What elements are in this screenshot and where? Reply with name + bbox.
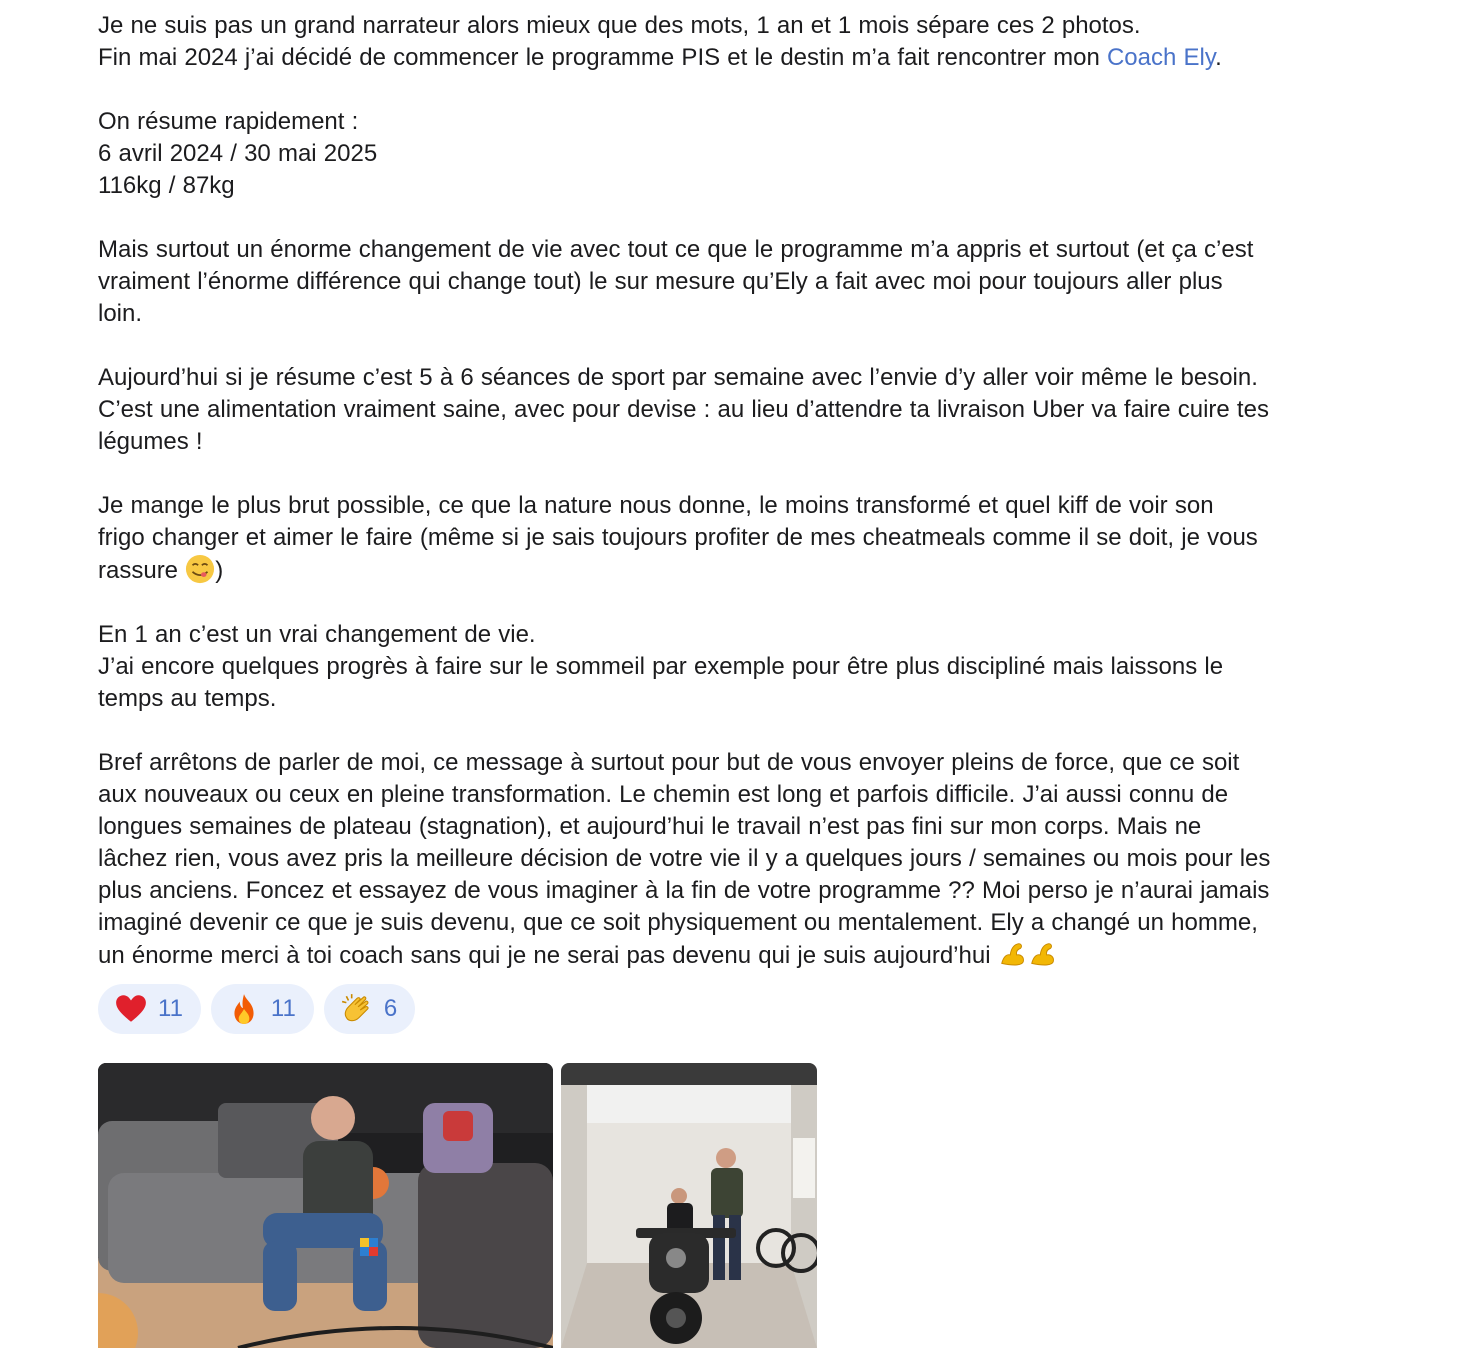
clapping-hands-icon [340, 992, 374, 1026]
text-line: légumes ! [98, 428, 203, 455]
text-line: temps au temps. [98, 685, 277, 712]
photo-before[interactable] [98, 1063, 553, 1348]
text-line [98, 42, 1428, 74]
paragraph-closing [98, 747, 1428, 972]
text-line [98, 939, 1428, 972]
text-line: aux nouveaux ou ceux en pleine transformation. Le chemin est long et parfois difficile. J’ai aussi connu de [98, 781, 1229, 808]
paragraph-summary [98, 106, 1428, 202]
reaction-count: 6 [383, 995, 398, 1022]
text-line: C’est une alimentation vraiment saine, avec pour devise : au lieu d’attendre ta livraison Uber va faire cuire tes [98, 396, 1269, 423]
text-line: 116kg / 87kg [98, 172, 235, 199]
text-line: Bref arrêtons de parler de moi, ce message à surtout pour but de vous envoyer pleins de force, que ce soit [98, 749, 1240, 776]
text-line: Je ne suis pas un grand narrateur alors mieux que des mots, 1 an et 1 mois sépare ces 2 photos. [98, 12, 1141, 39]
paragraph-year [98, 619, 1428, 715]
mention-coach-ely-link[interactable]: Coach Ely [1106, 44, 1216, 71]
text-line: 6 avril 2024 / 30 mai 2025 [98, 140, 378, 167]
text-segment: un énorme merci à toi coach sans qui je ne serai pas devenu qui je suis aujourd’hui [98, 942, 998, 969]
text-line: On résume rapidement : [98, 108, 359, 135]
text-segment: Fin mai 2024 j’ai décidé de commencer le programme PIS et le destin m’a fait rencontrer mon [98, 44, 1107, 71]
flexed-biceps-emoji-icon [1028, 939, 1058, 969]
text-line: frigo changer et aimer le faire (même si je sais toujours profiter de mes cheatmeals comme il se doit, je vous [98, 524, 1258, 551]
text-line: J’ai encore quelques progrès à faire sur le sommeil par exemple pour être plus discipliné mais laissons le [98, 653, 1224, 680]
reaction-fire-button[interactable] [211, 984, 314, 1034]
photo-gallery [98, 1063, 817, 1348]
fire-icon [227, 992, 261, 1026]
text-line: loin. [98, 300, 143, 327]
text-segment: rassure [98, 557, 186, 584]
reaction-count: 11 [158, 995, 183, 1022]
text-line: lâchez rien, vous avez pris la meilleure décision de votre vie il y a quelques jours / semaines ou mois pour les [98, 845, 1271, 872]
red-heart-icon [114, 992, 148, 1026]
photo-after[interactable] [561, 1063, 817, 1348]
reaction-heart-button[interactable] [98, 984, 201, 1034]
text-line: imaginé devenir ce que je suis devenu, que ce soit physiquement ou mentalement. Ely a changé un homme, [98, 909, 1258, 936]
reaction-count: 11 [270, 995, 296, 1022]
text-line: Je mange le plus brut possible, ce que la nature nous donne, le moins transformé et quel kiff de voir son [98, 492, 1214, 519]
reaction-clap-button[interactable] [324, 984, 415, 1034]
text-line: longues semaines de plateau (stagnation), et aujourd’hui le travail n’est pas fini sur mon corps. Mais ne [98, 813, 1202, 840]
paragraph-today [98, 362, 1428, 458]
photo-man-on-sofa-image [98, 1063, 553, 1348]
photo-man-with-motorcycle-image [561, 1063, 817, 1348]
paragraph-food [98, 490, 1428, 587]
text-line: plus anciens. Foncez et essayez de vous imaginer à la fin de votre programme ?? Moi perso je n’aurai jamais [98, 877, 1270, 904]
text-line: En 1 an c’est un vrai changement de vie. [98, 621, 536, 648]
reactions-bar [98, 984, 415, 1034]
post-body [98, 10, 1428, 972]
flexed-biceps-emoji-icon [998, 939, 1028, 969]
text-segment: . [1215, 44, 1222, 71]
text-line [98, 554, 1428, 587]
yum-face-emoji-icon [185, 554, 215, 584]
text-line: Mais surtout un énorme changement de vie avec tout ce que le programme m’a appris et surtout (et ça c’est [98, 236, 1254, 263]
text-segment: ) [215, 557, 224, 584]
paragraph-intro [98, 10, 1428, 74]
paragraph-change [98, 234, 1428, 330]
text-line: vraiment l’énorme différence qui change tout) le sur mesure qu’Ely a fait avec moi pour toujours aller plus [98, 268, 1223, 295]
text-line: Aujourd’hui si je résume c’est 5 à 6 séances de sport par semaine avec l’envie d’y aller voir même le besoin. [98, 364, 1258, 391]
